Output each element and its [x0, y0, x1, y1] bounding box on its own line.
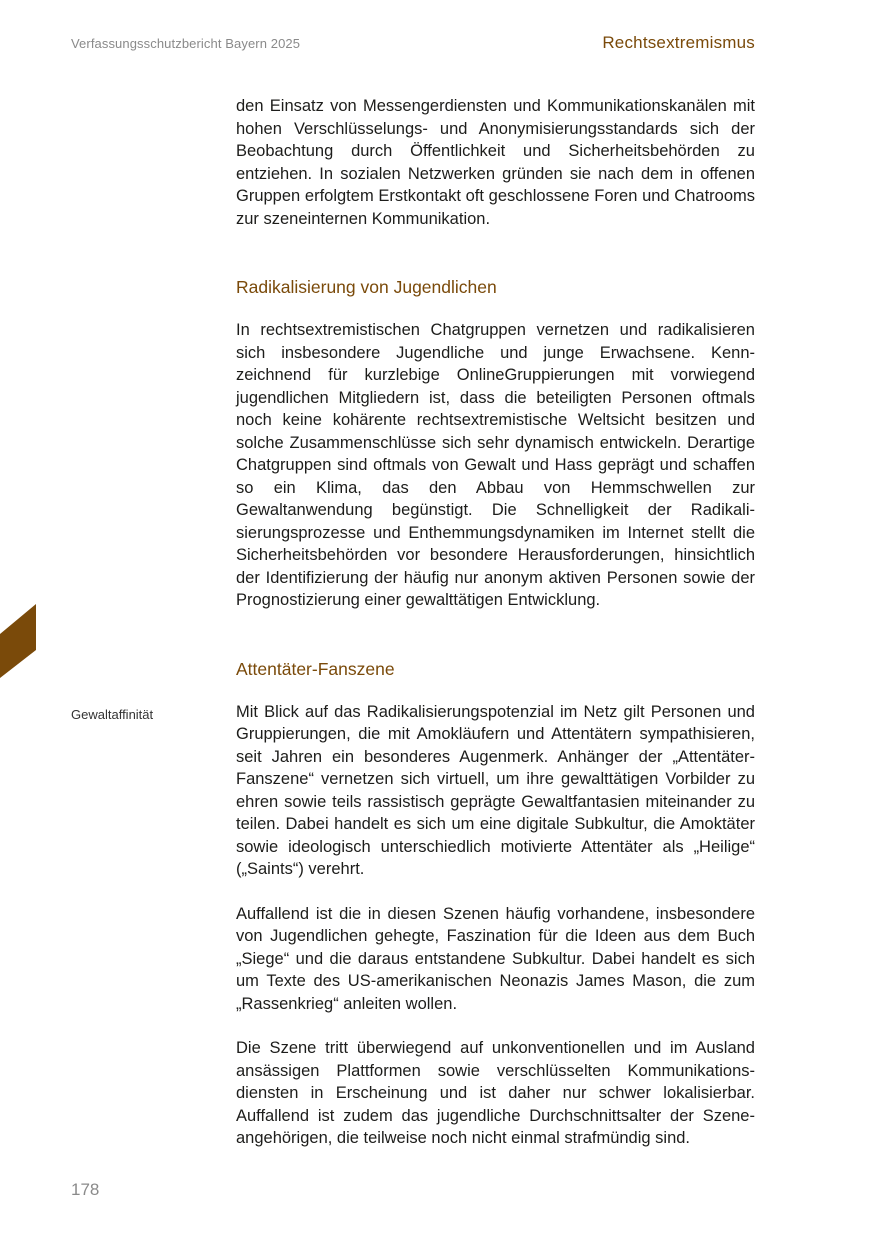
- heading-radicalization: Radikalisierung von Jugendlichen: [236, 277, 497, 297]
- margin-note-gewaltaffinitaet: Gewaltaffinität: [71, 707, 154, 722]
- page-number: 178: [71, 1180, 100, 1199]
- fanscene-paragraph-2: Auffallend ist die in diesen Szenen häufig vorhandene, insbesondere von Jugendlichen gehegte, Faszination für die Ideen aus dem Buch „Siege“ und die daraus entstandene Subkultur. Dabei handelt es sich um Texte des US-amerikanischen Neonazis James Mason, die zum „Rassenkrieg“ anleiten wollen.: [236, 904, 755, 1013]
- chapter-tab-shape: [0, 604, 36, 678]
- main-content: [236, 95, 755, 1150]
- fanscene-paragraph-1: Mit Blick auf das Radikalisierungspotenzial im Netz gilt Personen und Gruppierungen, die mit Amokläufern und Attentätern sympathisieren, seit Jahren ein besonderes Augenmerk. Anhänger der „Attentäter-Fanszene“ vernetzen sich virtuell, um ihre gewalttätigen Vorbilder zu ehren sowie teils rassistisch geprägte Gewaltfantasien miteinander zu teilen. Dabei handelt es sich um eine digitale Subkultur, die Amoktäter sowie ideologisch unterschiedlich motivierte Attentäter als „Heilige“ („Saints“) verehrt.: [236, 702, 755, 878]
- chapter-tab-marker: [0, 604, 36, 678]
- radicalization-paragraph: In rechtsextremistischen Chatgruppen vernetzen und radikalisieren sich insbesondere Jugendliche und junge Erwachsene. Kennzeichnend für kurzlebige OnlineGruppierungen mit vorwiegend jugendlichen Mitgliedern ist, dass die beteiligten Personen oftmals noch keine kohärente rechtsextremistische Weltsicht besitzen und solche Zusammenschlüsse sich sehr dynamisch entwickeln. Derartige Chatgruppen sind oftmals von Gewalt und Hass geprägt und schaffen so ein Klima, das den Abbau von Hemmschwellen zur Gewaltanwendung begünstigt. Die Schnelligkeit der Radikalisierungsprozesse und Enthemmungsdynamiken im Internet stellt die Sicherheitsbehörden vor besondere Herausforderungen, hinsichtlich der Identifizierung der häufig nur anonym aktiven Personen sowie der Prognostizierung einer gewalttätigen Entwicklung.: [236, 321, 755, 609]
- intro-paragraph: den Einsatz von Messengerdiensten und Kommunikationskanälen mit hohen Verschlüsselungs- und Anonymisierungsstandards sich der Beobachtung durch Öffentlichkeit und Sicherheitsbehörden zu entziehen. In sozialen Netzwerken gründen sie nach dem in offenen Gruppen erfolgtem Erstkontakt oft geschlossene Foren und Chatrooms zur szeneinternen Kommunikation.: [236, 97, 755, 228]
- publication-title: Verfassungsschutzbericht Bayern 2025: [71, 36, 301, 51]
- heading-fanscene: Attentäter-Fanszene: [236, 658, 395, 679]
- fanscene-paragraph-3: Die Szene tritt überwiegend auf unkonventionellen und im Ausland ansässigen Plattformen sowie verschlüsselten Kommunikationsdiensten in Erscheinung und ist daher nur schwer lokalisierbar. Auffallend ist zudem das jugendliche Durchschnittsalter der Szeneangehörigen, die teilweise noch nicht einmal strafmündig sind.: [236, 1039, 755, 1147]
- chapter-title: Rechtsextremismus: [602, 33, 755, 52]
